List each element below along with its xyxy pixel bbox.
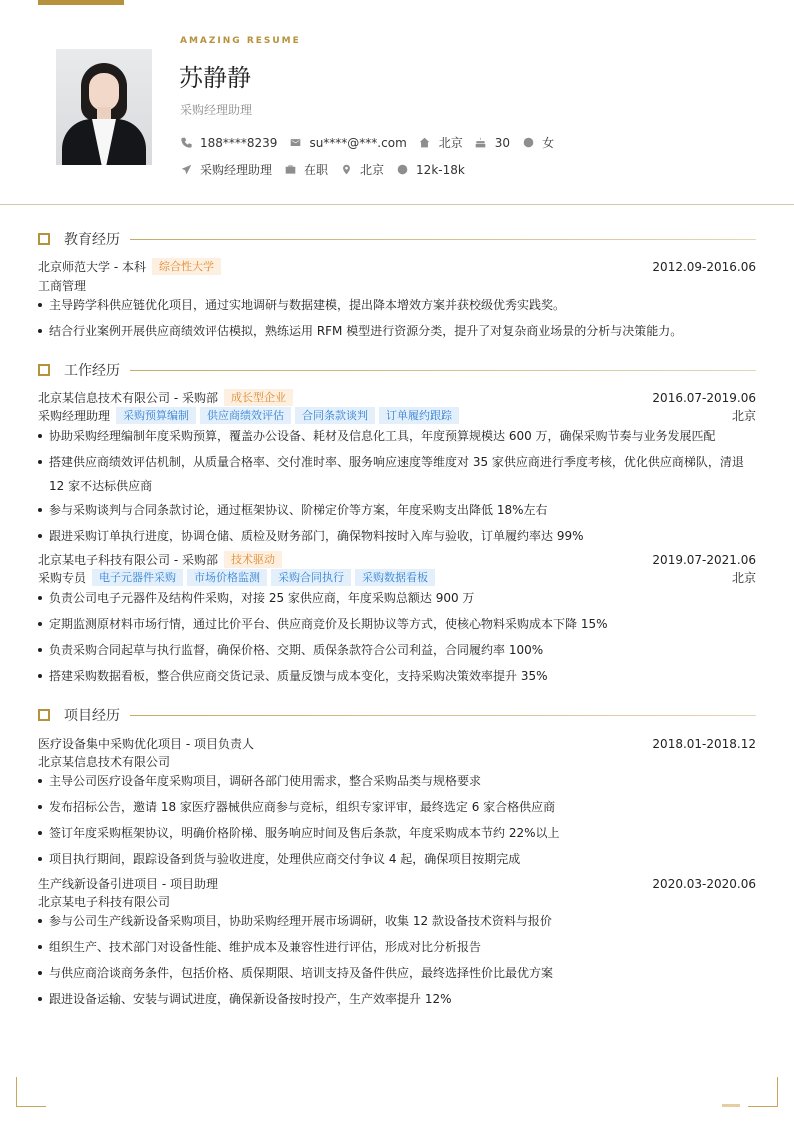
location-pin-icon [340, 164, 352, 176]
contact-status: 在职 [284, 161, 328, 178]
home-icon [419, 137, 431, 149]
list-item: 主导跨学科供应链优化项目，通过实地调研与数据建模，提出降本增效方案并获校级优秀实践奖。 [38, 293, 750, 317]
section-title: 教育经历 [64, 232, 120, 248]
date-range: 2018.01-2018.12 [652, 736, 756, 751]
contact-row-2 [180, 161, 477, 178]
header-divider [0, 204, 794, 205]
send-icon [180, 164, 192, 176]
company-and-dept: 北京某电子科技有限公司 - 采购部 [38, 553, 218, 567]
education-major-row [38, 277, 756, 294]
section-education-header [38, 229, 756, 249]
gender-icon [522, 137, 534, 149]
school-and-degree: 北京师范大学 - 本科 [38, 260, 146, 274]
list-item: 协助采购经理编制年度采购预算，覆盖办公设备、耗材及信息化工具，年度预算规模达 600 万，确保采购节奏与业务发展匹配 [38, 424, 750, 448]
list-item: 搭建采购数据看板，整合供应商交货记录、质量反馈与成本变化，支持采购决策效率提升 35% [38, 664, 750, 688]
education-heading-row [38, 258, 756, 275]
list-item: 项目执行期间，跟踪设备到货与验收进度，处理供应商交付争议 4 起，确保项目按期完成 [38, 847, 750, 871]
contact-row-1 [180, 134, 566, 151]
contact-hometown: 北京 [419, 134, 463, 151]
contact-gender: 女 [522, 134, 554, 151]
contact-salary: 12k-18k [396, 163, 465, 177]
corner-decoration-right [748, 1077, 778, 1107]
skill-tag: 电子元器件采购 [92, 569, 183, 586]
section-rule [130, 715, 756, 716]
mail-icon [289, 137, 301, 149]
job-location: 北京 [731, 409, 756, 423]
project-heading-row [38, 735, 756, 752]
contact-city: 北京 [340, 161, 384, 178]
skill-tag: 采购数据看板 [355, 569, 435, 586]
project-company-row [38, 893, 756, 910]
job-role-row [38, 407, 756, 424]
list-item: 结合行业案例开展供应商绩效评估模拟，熟练运用 RFM 模型进行资源分类，提升了对复杂商业场景的分析与决策能力。 [38, 319, 750, 343]
section-title: 项目经历 [64, 708, 120, 724]
profile-photo [56, 49, 152, 165]
skill-tag: 采购预算编制 [116, 407, 196, 424]
job-role: 采购专员 [38, 571, 87, 585]
project-heading-row [38, 875, 756, 892]
contact-age: 30 [475, 136, 510, 150]
list-item: 参与采购谈判与合同条款讨论，通过框架协议、阶梯定价等方案，年度采购支出降低 18%左右 [38, 498, 750, 522]
skill-tag: 市场价格监测 [187, 569, 267, 586]
project-company: 北京某信息技术有限公司 [38, 755, 171, 769]
list-item: 参与公司生产线新设备采购项目，协助采购经理开展市场调研，收集 12 款设备技术资料与报价 [38, 909, 750, 933]
section-square-icon [38, 709, 50, 721]
date-range: 2020.03-2020.06 [652, 876, 756, 891]
money-icon [396, 164, 408, 176]
project-name-and-role: 生产线新设备引进项目 - 项目助理 [38, 877, 218, 891]
skill-tag: 订单履约跟踪 [379, 407, 459, 424]
project-name-and-role: 医疗设备集中采购优化项目 - 项目负责人 [38, 737, 254, 751]
section-square-icon [38, 233, 50, 245]
major: 工商管理 [38, 279, 87, 293]
contact-target-role: 采购经理助理 [180, 161, 272, 178]
skill-tag: 采购合同执行 [271, 569, 351, 586]
contact-email: su****@***.com [289, 136, 406, 150]
job-role: 采购经理助理 [38, 409, 111, 423]
section-rule [130, 370, 756, 371]
cake-icon [475, 137, 487, 149]
list-item: 跟进采购订单执行进度，协调仓储、质检及财务部门，确保物料按时入库与验收，订单履约率达 99% [38, 524, 750, 548]
company-type-badge: 技术驱动 [224, 551, 282, 568]
skill-tag: 合同条款谈判 [295, 407, 375, 424]
list-item: 组织生产、技术部门对设备性能、维护成本及兼容性进行评估，形成对比分析报告 [38, 935, 750, 959]
corner-decoration-left [16, 1077, 46, 1107]
section-projects-header [38, 705, 756, 725]
job-heading-row [38, 389, 756, 406]
contact-phone: 188****8239 [180, 136, 277, 150]
candidate-name: 苏静静 [179, 64, 251, 92]
company-and-dept: 北京某信息技术有限公司 - 采购部 [38, 391, 218, 405]
phone-icon [180, 137, 192, 149]
section-rule [130, 239, 756, 240]
bottom-accent-dash [722, 1104, 740, 1107]
job-title: 采购经理助理 [180, 103, 253, 117]
section-title: 工作经历 [64, 363, 120, 379]
project-company-row [38, 753, 756, 770]
date-range: 2019.07-2021.06 [652, 552, 756, 567]
list-item: 搭建供应商绩效评估机制，从质量合格率、交付准时率、服务响应速度等维度对 35 家供应商进行季度考核，优化供应商梯队，清退 12 家不达标供应商 [38, 450, 750, 498]
list-item: 签订年度采购框架协议，明确价格阶梯、服务响应时间及售后条款，年度采购成本节约 22%以上 [38, 821, 750, 845]
list-item: 与供应商洽谈商务条件，包括价格、质保期限、培训支持及备件供应，最终选择性价比最优方案 [38, 961, 750, 985]
top-accent-bar [38, 0, 124, 5]
date-range: 2012.09-2016.06 [652, 259, 756, 274]
list-item: 主导公司医疗设备年度采购项目，调研各部门使用需求，整合采购品类与规格要求 [38, 769, 750, 793]
section-work-header [38, 360, 756, 380]
list-item: 负责公司电子元器件及结构件采购，对接 25 家供应商，年度采购总额达 900 万 [38, 586, 750, 610]
resume-eyebrow: AMAZING RESUME [180, 36, 301, 46]
list-item: 负责采购合同起草与执行监督，确保价格、交期、质保条款符合公司利益，合同履约率 100% [38, 638, 750, 662]
section-square-icon [38, 364, 50, 376]
job-role-row [38, 569, 756, 586]
briefcase-icon [284, 164, 296, 176]
list-item: 跟进设备运输、安装与调试进度，确保新设备按时投产，生产效率提升 12% [38, 987, 750, 1011]
date-range: 2016.07-2019.06 [652, 390, 756, 405]
company-type-badge: 成长型企业 [224, 389, 293, 406]
list-item: 发布招标公告，邀请 18 家医疗器械供应商参与竞标，组织专家评审，最终选定 6 家合格供应商 [38, 795, 750, 819]
skill-tag: 供应商绩效评估 [200, 407, 291, 424]
job-heading-row [38, 551, 756, 568]
list-item: 定期监测原材料市场行情，通过比价平台、供应商竞价及长期协议等方式，使核心物料采购成本下降 15% [38, 612, 750, 636]
project-company: 北京某电子科技有限公司 [38, 895, 171, 909]
job-location: 北京 [731, 571, 756, 585]
school-type-badge: 综合性大学 [152, 258, 221, 275]
